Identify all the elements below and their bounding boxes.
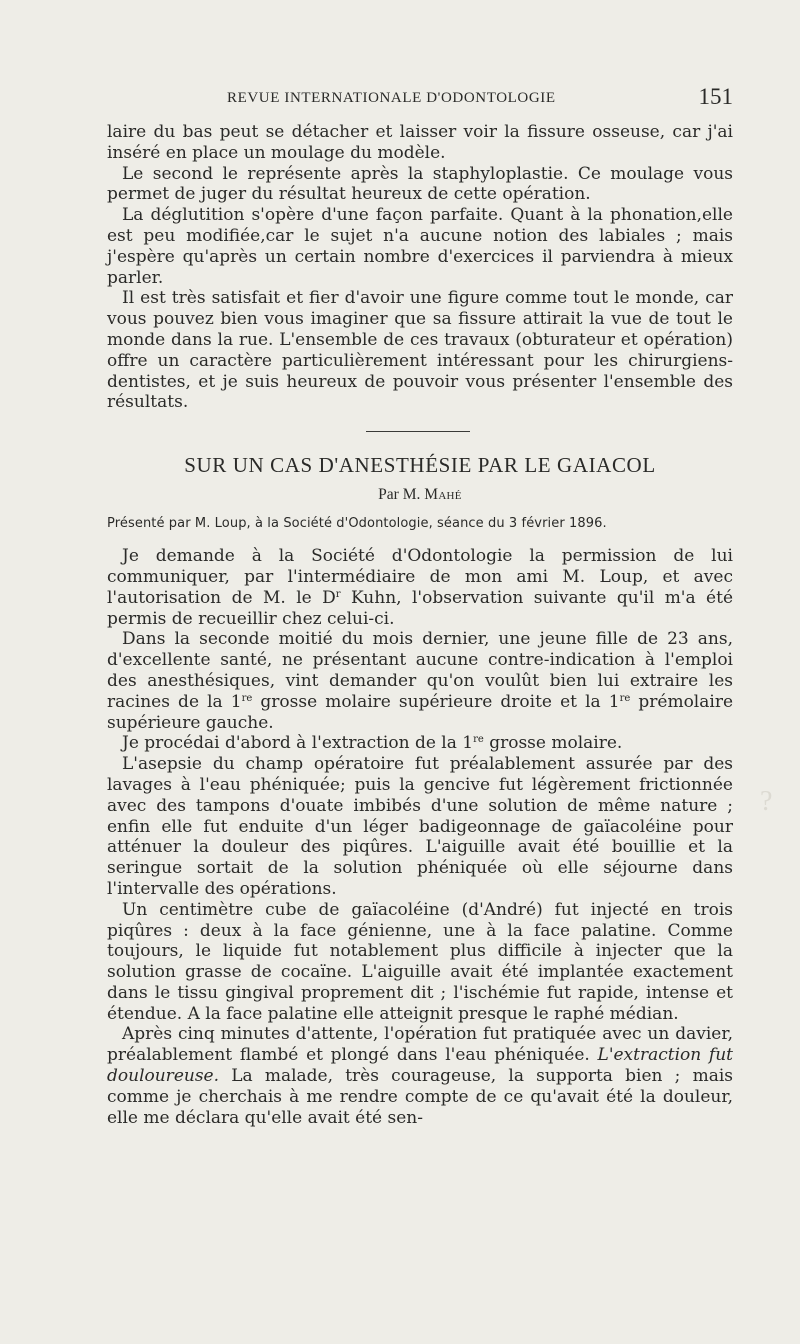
- presentation-note: Présenté par M. Loup, à la Société d'Odontologie, séance du 3 février 1896.: [107, 516, 607, 532]
- intro-paragraph-1: laire du bas peut se détacher et laisser voir la fissure osseuse, car j'ai inséré en place un moulage du modèle.: [107, 122, 733, 163]
- running-header: [107, 86, 733, 114]
- article-title: SUR UN CAS D'ANESTHÉSIE PAR LE GAIACOL: [184, 453, 656, 478]
- italic-phrase: L'extraction fut douloureuse.: [107, 1045, 733, 1087]
- intro-paragraph-2: Le second le représente après la staphyloplastie. Ce moulage vous permet de juger du résultat heureux de cette opération.: [107, 163, 733, 205]
- paragraph-3: Je procédai d'abord à l'extraction de la 1re grosse molaire.: [122, 733, 623, 754]
- author-line: [107, 484, 733, 506]
- page-number: 151: [698, 84, 733, 109]
- paragraph-6: Après cinq minutes d'attente, l'opération fut pratiquée avec un davier, préalablement flambé et plongé dans l'eau phéniquée. L'extraction fut douloureuse. La malade, très courageuse, la supporta bien ; mais comme je cherchais à me rendre compte de ce qu'avait été la douleur, elle me déclara qu'elle avait été sen-: [107, 1024, 733, 1128]
- intro-paragraph-4: Il est très satisfait et fier d'avoir une figure comme tout le monde, car vous pouvez bien vous imaginer que sa fissure attirait la vue de tout le monde dans la rue. L'ensemble de ces travaux (obturateur et opération) offre un caractère particulièrement intéressant pour les chirurgiens-dentistes, et je suis heureux de pouvoir vous présenter l'ensemble des résultats.: [107, 288, 733, 413]
- author-prefix: Par M.: [378, 486, 421, 504]
- body-text: [107, 122, 733, 1128]
- section-divider: [366, 431, 470, 432]
- intro-paragraph-3: La déglutition s'opère d'une façon parfaite. Quant à la phonation,elle est peu modifiée,car le sujet n'a aucune notion des labiales ; mais j'espère qu'après un certain nombre d'exercices il parviendra à mieux parler.: [107, 205, 733, 288]
- paragraph-4: L'asepsie du champ opératoire fut préalablement assurée par des lavages à l'eau phéniquée; puis la gencive fut légèrement frictionnée avec des tampons d'ouate imbibés d'une solution de même nature ; enfin elle fut enduite d'un léger badigeonnage de gaïacoléine pour atténuer la douleur des piqûres. L'aiguille avait été bouillie et la seringue sortait de la solution phéniquée où elle séjourne dans l'intervalle des opérations.: [107, 754, 733, 899]
- paragraph-2: Dans la seconde moitié du mois dernier, une jeune fille de 23 ans, d'excellente santé, ne présentant aucune contre-indication à l'emploi des anesthésiques, vint demander qu'on voulût bien lui extraire les racines de la 1re grosse molaire supérieure droite et la 1re prémolaire supérieure gauche.: [107, 629, 734, 733]
- paragraph-1: Je demande à la Société d'Odontologie la permission de lui communiquer, par l'intermédiaire de mon ami M. Loup, et avec l'autorisation de M. le $D^r$ Kuhn, l'observation suivante qu'il m'a été permis de recueillir chez celui-ci.: [107, 546, 734, 629]
- running-title: REVUE INTERNATIONALE D'ODONTOLOGIE: [227, 90, 556, 106]
- author-name: Mahé: [424, 486, 462, 504]
- paragraph-5: Un centimètre cube de gaïacoléine (d'André) fut injecté en trois piqûres : deux à la face génienne, une à la face palatine. Comme toujours, le liquide fut notablement plus difficile à injecter que la solution grasse de cocaïne. L'aiguille avait été implantée exactement dans le tissu gingival proprement dit ; l'ischémie fut rapide, intense et étendue. A la face palatine elle atteignit presque le raphé médian.: [107, 899, 733, 1024]
- show-through-mark: ?: [760, 786, 773, 817]
